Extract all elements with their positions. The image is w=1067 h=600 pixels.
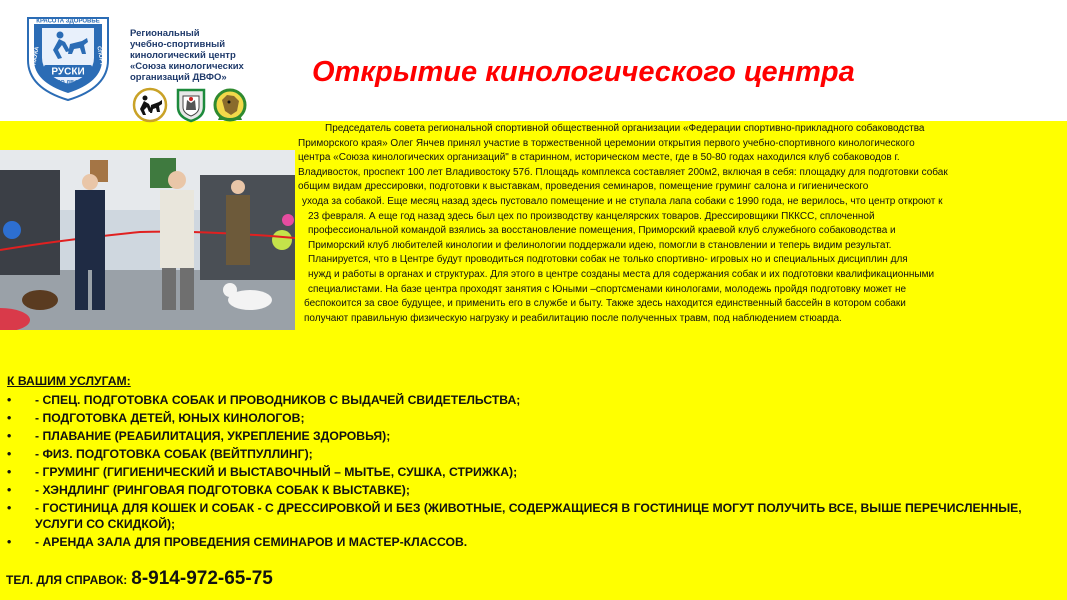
bullet-icon: • xyxy=(7,483,12,497)
service-item xyxy=(7,464,1057,480)
phone-label: ТЕЛ. ДЛЯ СПРАВОК: xyxy=(6,573,128,587)
article-text xyxy=(298,122,1038,326)
service-text: - АРЕНДА ЗАЛА ДЛЯ ПРОВЕДЕНИЯ СЕМИНАРОВ И МАСТЕР-КЛАССОВ. xyxy=(35,535,468,549)
article-line: общим видам дрессировки, подготовки к выставкам, проведения семинаров, помещение груминг салона и гигиенического xyxy=(298,181,869,193)
article-line: центра «Союза кинологических организаций" в старинном, историческом месте, где в 50-80 годах находился клуб собаководов г. xyxy=(298,152,900,164)
runner-dog-emblem-icon xyxy=(132,87,168,123)
service-item xyxy=(7,534,1057,550)
logo-top-text: КРАСОТА ЗДОРОВЬЕ xyxy=(36,18,100,25)
service-text: - ГРУМИНГ (ГИГИЕНИЧЕСКИЙ И ВЫСТАВОЧНЫЙ – МЫТЬЕ, СУШКА, СТРИЖКА); xyxy=(35,465,518,479)
article-line: специалистами. На базе центра проходят занятия с Юными –спортсменами кинологами, молодежь пройдя подготовку может не xyxy=(308,283,907,295)
article-line: Планируется, что в Центре будут проводиться подготовки собак не только спортивно- игровых но и специальных дисциплин для xyxy=(308,254,908,266)
service-text: - ХЭНДЛИНГ (РИНГОВАЯ ПОДГОТОВКА СОБАК К ВЫСТАВКЕ); xyxy=(35,483,410,497)
bullet-icon: • xyxy=(7,501,12,515)
article-line: ухода за собакой. Еще месяц назад здесь пустовало помещение и не ступала лапа собаки с 1990 года, не верилось, что центр откроют к xyxy=(302,195,943,207)
logo-right-text: СПОРТ xyxy=(95,45,105,66)
bullet-icon: • xyxy=(7,447,12,461)
service-text: - ФИЗ. ПОДГОТОВКА СОБАК (ВЕЙТПУЛЛИНГ); xyxy=(35,447,313,461)
bullet-icon: • xyxy=(7,465,12,479)
org-line: кинологический центр xyxy=(130,50,236,61)
logo-bottom-text: СКО ДВФО xyxy=(53,80,83,86)
phone-number[interactable]: 8-914-972-65-75 xyxy=(131,568,273,589)
logo-center-text: РУСКИ xyxy=(51,66,85,78)
org-line: учебно-спортивный xyxy=(130,39,226,50)
bullet-icon: • xyxy=(7,393,12,407)
service-text: - СПЕЦ. ПОДГОТОВКА СОБАК И ПРОВОДНИКОВ С ВЫДАЧЕЙ СВИДЕТЕЛЬСТВА; xyxy=(35,393,521,407)
ceremony-photo xyxy=(0,150,295,330)
services-list xyxy=(7,374,1057,552)
organization-name xyxy=(130,28,290,83)
article-line: Владивосток, проспект 100 лет Владивостоку 57б. Площадь комплекса составляет 200м2, включая в себя: площадку для подготовки собак xyxy=(298,166,948,178)
coat-of-arms-icon xyxy=(173,87,209,123)
service-text: - ПОДГОТОВКА ДЕТЕЙ, ЮНЫХ КИНОЛОГОВ; xyxy=(35,411,305,425)
logo-left-text: НАУКА xyxy=(31,46,41,66)
article-line: 23 февраля. А еще год назад здесь был цех по производству канцелярских товаров. Дрессировщики ПККСС, сплоченной xyxy=(308,210,875,222)
article-line: Председатель совета региональной спортивной общественной организации «Федерации спортивно-прикладного собаководства xyxy=(325,123,925,134)
bullet-icon: • xyxy=(7,429,12,443)
organization-logo xyxy=(20,8,116,104)
service-item xyxy=(7,482,1057,498)
article-line: нужд и работы в органах и структурах. Для этого в центре созданы места для содержания собак и их подготовки квалификационными xyxy=(308,268,935,280)
article-line: Приморский клуб любителей кинологии и фелинологии поддержали идею, помогли в становлении и теперь видим результат. xyxy=(308,239,892,251)
service-item xyxy=(7,446,1057,462)
article-line: профессиональной командой взялись за восстановление помещения, Приморский краевой клуб служебного собаководства и xyxy=(308,225,896,237)
article-line: получают правильную физическую нагрузку и реабилитацию после полученных травм, под наблюдением стюарда. xyxy=(304,312,842,324)
page-title: Открытие кинологического центра xyxy=(312,56,855,88)
service-item xyxy=(7,410,1057,426)
bullet-icon: • xyxy=(7,411,12,425)
service-text: - ГОСТИНИЦА ДЛЯ КОШЕК И СОБАК - С ДРЕССИРОВКОЙ И БЕЗ (ЖИВОТНЫЕ, СОДЕРЖАЩИЕСЯ В ГОСТИНИЦЕ МОГУТ ПОЛУЧИТЬ ВСЕ, ВЫШЕ ПЕРЕЧИСЛЕННЫЕ, УСЛУГИ СО СКИДКОЙ); xyxy=(35,501,1022,531)
service-text: - ПЛАВАНИЕ (РЕАБИЛИТАЦИЯ, УКРЕПЛЕНИЕ ЗДОРОВЬЯ); xyxy=(35,429,391,443)
services-heading: К ВАШИМ УСЛУГАМ: xyxy=(7,374,131,388)
service-item xyxy=(7,392,1057,408)
article-line: Приморского края» Олег Янчев принял участие в торжественной церемонии открытия первого учебно-спортивного кинологического xyxy=(298,137,915,149)
dog-green-emblem-icon xyxy=(212,87,248,123)
article-line: беспокоится за свое будущее, и применить его в службе и быту. Также здесь находится единственный бассейн в котором собаки xyxy=(304,298,906,310)
org-line: организаций ДВФО» xyxy=(130,72,227,83)
contact-phone xyxy=(6,568,273,590)
service-item xyxy=(7,428,1057,444)
org-line: «Союза кинологических xyxy=(130,61,244,72)
bullet-icon: • xyxy=(7,535,12,549)
org-line: Региональный xyxy=(130,28,200,39)
service-item xyxy=(7,500,1057,532)
